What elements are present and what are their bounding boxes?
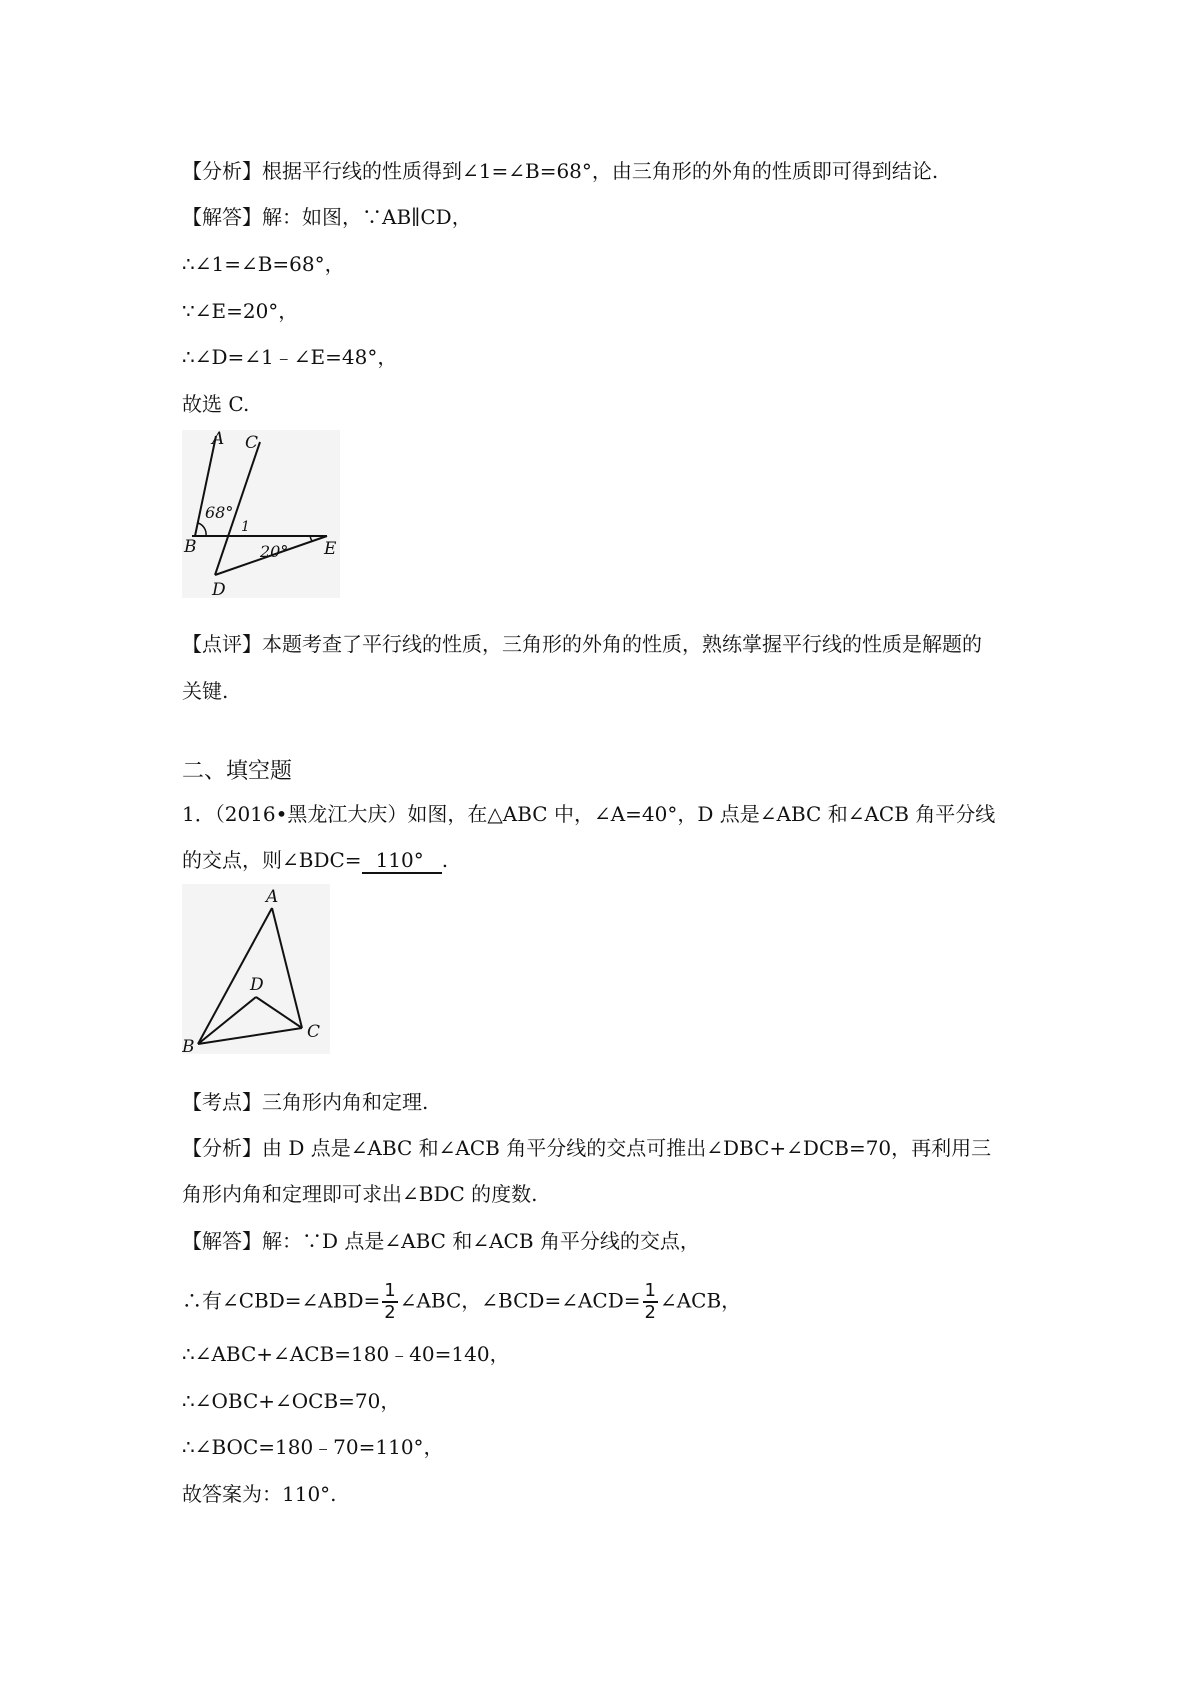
fraction-numerator: 1 xyxy=(384,1280,396,1301)
solution-step-4b: ∴∠BOC=180﹣70=110°， xyxy=(182,1435,444,1459)
step1-part-b: ∠ABC，∠BCD=∠ACD= xyxy=(399,1288,641,1313)
final-answer: 故答案为：110°. xyxy=(182,1482,337,1506)
question-1-line-1: 1．（2016•黑龙江大庆）如图，在△ABC 中，∠A=40°，D 点是∠ABC 和∠ACB 角平分线 xyxy=(182,802,996,826)
triangle-figure xyxy=(182,884,330,1054)
question-1-line-2 xyxy=(182,846,448,874)
label-b: B xyxy=(182,1037,195,1054)
question-1-prefix: 的交点，则∠BDC= xyxy=(182,848,362,872)
comment-line-2: 关键. xyxy=(182,679,229,703)
fraction-denominator-2: 2 xyxy=(644,1302,656,1323)
fraction-denominator: 2 xyxy=(384,1302,396,1323)
step1-part-c: ∠ACB， xyxy=(659,1288,742,1313)
solution-step-2: ∵∠E=20°， xyxy=(182,299,299,323)
analysis-line-2: 角形内角和定理即可求出∠BDC 的度数. xyxy=(182,1182,538,1206)
label-a: A xyxy=(266,887,279,907)
solution-step-3b: ∴∠OBC+∠OCB=70， xyxy=(182,1389,401,1413)
analysis-text: 【分析】根据平行线的性质得到∠1=∠B=68°，由三角形的外角的性质即可得到结论. xyxy=(182,159,939,183)
fraction-numerator-2: 1 xyxy=(644,1280,656,1301)
step1-part-a: ∴有∠CBD=∠ABD= xyxy=(182,1288,381,1313)
solution-step-1: ∴∠1=∠B=68°， xyxy=(182,252,345,276)
kaodian-text: 【考点】三角形内角和定理. xyxy=(182,1090,429,1114)
solution-step-2b: ∴∠ABC+∠ACB=180﹣40=140， xyxy=(182,1342,510,1366)
question-1-suffix: . xyxy=(441,848,449,872)
analysis-line-1: 【分析】由 D 点是∠ABC 和∠ACB 角平分线的交点可推出∠DBC+∠DCB=70，再利用三 xyxy=(182,1136,992,1160)
fraction-half-2 xyxy=(643,1282,658,1322)
comment-line-1: 【点评】本题考查了平行线的性质，三角形的外角的性质，熟练掌握平行线的性质是解题的 xyxy=(182,632,982,656)
label-c: C xyxy=(307,1022,321,1042)
label-c: C xyxy=(245,433,259,453)
angle-e-value: 20° xyxy=(260,542,289,561)
label-e: E xyxy=(324,539,337,559)
label-a: A xyxy=(212,430,225,449)
solution-step-1b xyxy=(182,1282,741,1322)
section-heading: 二、填空题 xyxy=(182,759,293,784)
answer-choice: 故选 C. xyxy=(182,392,250,416)
label-d: D xyxy=(212,580,226,598)
angle-b-value: 68° xyxy=(205,503,234,522)
answer-blank: 110° xyxy=(362,848,442,874)
label-d: D xyxy=(250,975,264,995)
solution-step-3: ∴∠D=∠1﹣∠E=48°， xyxy=(182,345,398,369)
angle-b-arc xyxy=(198,523,206,536)
label-angle-1: 1 xyxy=(241,519,250,535)
fraction-half xyxy=(382,1282,397,1322)
answer-heading-2: 【解答】解：∵D 点是∠ABC 和∠ACB 角平分线的交点， xyxy=(182,1229,700,1253)
label-b: B xyxy=(184,537,197,557)
parallel-lines-figure xyxy=(182,430,340,598)
answer-heading: 【解答】解：如图，∵AB∥CD， xyxy=(182,205,472,229)
